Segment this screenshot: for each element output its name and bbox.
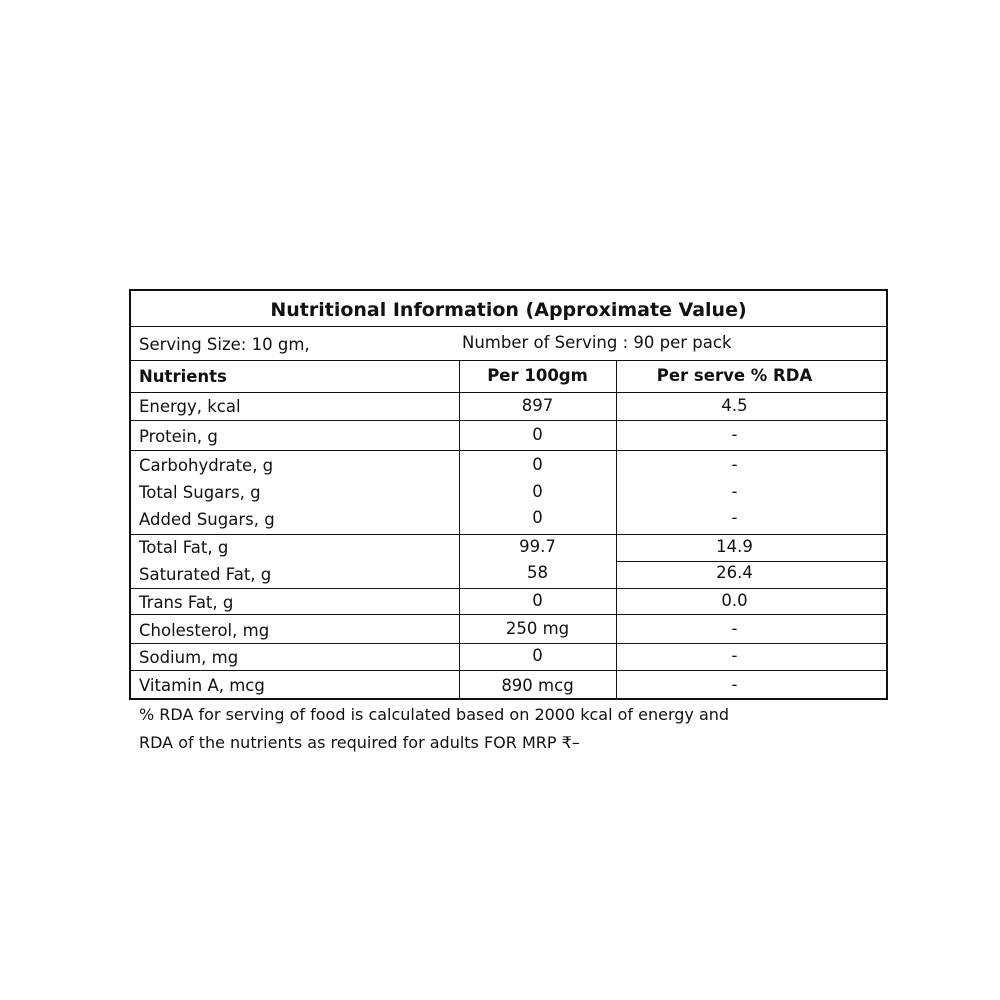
row-name: Total Fat, g <box>139 538 229 557</box>
rule-trans <box>129 614 888 615</box>
rule-serving <box>129 360 888 361</box>
row-per100: 0 <box>532 646 543 665</box>
header-per-serve-rda: Per serve % RDA <box>656 366 813 385</box>
row-name: Sodium, mg <box>139 648 239 667</box>
row-per100: 99.7 <box>519 537 556 556</box>
row-per100: 58 <box>527 563 548 582</box>
row-per100: 0 <box>532 425 543 444</box>
rule-sugars-group <box>129 534 888 535</box>
row-name: Cholesterol, mg <box>139 621 270 640</box>
row-name: Saturated Fat, g <box>139 565 272 584</box>
row-name: Trans Fat, g <box>139 593 234 612</box>
rule-cholesterol <box>129 643 888 644</box>
row-per100: 0 <box>532 508 543 527</box>
row-per100: 890 mcg <box>501 676 574 695</box>
footnote-line-2: RDA of the nutrients as required for adults FOR MRP ₹– <box>139 733 580 752</box>
row-rda: - <box>731 508 738 527</box>
serving-count: Number of Serving : 90 per pack <box>462 333 732 352</box>
row-name: Energy, kcal <box>139 397 241 416</box>
row-rda: - <box>731 646 738 665</box>
row-rda: - <box>731 675 738 694</box>
rule-sodium <box>129 670 888 671</box>
row-rda: - <box>731 619 738 638</box>
row-per100: 0 <box>532 455 543 474</box>
row-per100: 0 <box>532 482 543 501</box>
row-rda: - <box>731 455 738 474</box>
rule-title <box>129 326 888 327</box>
header-nutrients: Nutrients <box>139 367 227 386</box>
row-per100: 250 mg <box>505 619 570 638</box>
row-rda: 0.0 <box>721 591 748 610</box>
row-name: Added Sugars, g <box>139 510 275 529</box>
row-rda: 4.5 <box>721 396 748 415</box>
row-per100: 0 <box>532 591 543 610</box>
rule-fat-group <box>129 588 888 589</box>
row-name: Carbohydrate, g <box>139 456 274 475</box>
row-per100: 897 <box>521 396 554 415</box>
row-rda: 14.9 <box>716 537 753 556</box>
row-rda: 26.4 <box>716 563 753 582</box>
rule-fat-rda <box>616 561 888 562</box>
row-rda: - <box>731 482 738 501</box>
rule-header <box>129 392 888 393</box>
rule-protein <box>129 450 888 451</box>
row-rda: - <box>731 425 738 444</box>
row-name: Protein, g <box>139 427 218 446</box>
table-title: Nutritional Information (Approximate Value) <box>270 299 747 321</box>
serving-size: Serving Size: 10 gm, <box>139 335 310 354</box>
header-per-100gm: Per 100gm <box>487 366 588 385</box>
row-name: Vitamin A, mcg <box>139 676 265 695</box>
row-name: Total Sugars, g <box>139 483 261 502</box>
rule-energy <box>129 420 888 421</box>
footnote-line-1: % RDA for serving of food is calculated based on 2000 kcal of energy and <box>139 705 730 724</box>
